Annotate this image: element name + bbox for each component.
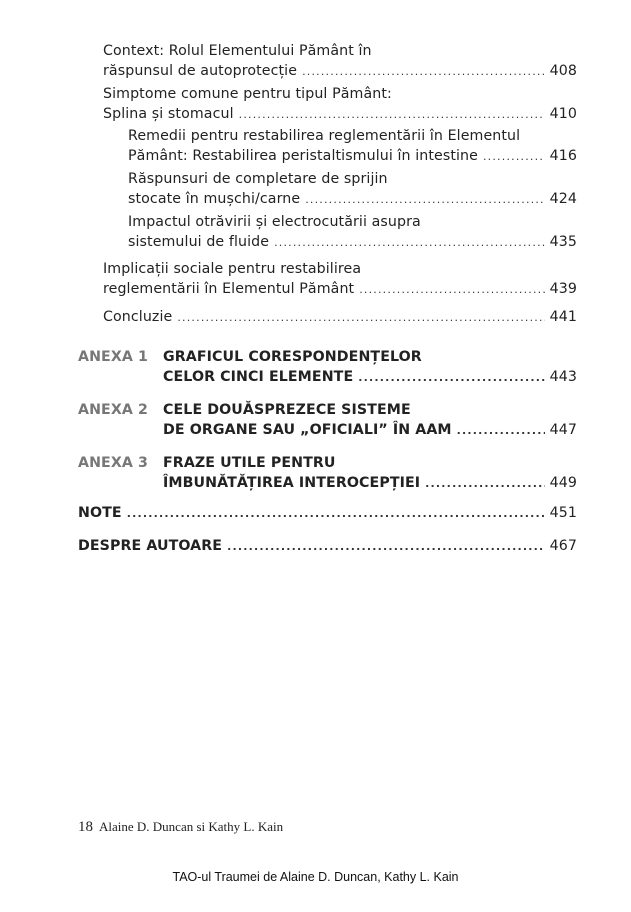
toc-entry[interactable] <box>103 260 577 299</box>
toc-page-number: 449 <box>549 474 577 491</box>
toc-entry-title: CELE DOUĂSPREZECE SISTEME <box>163 402 411 418</box>
toc-entry-title: Implicații sociale pentru restabilirea <box>103 261 362 277</box>
dot-leader <box>274 233 545 253</box>
toc-entry-title: Răspunsuri de completare de sprijin <box>128 171 388 187</box>
page-footer <box>78 819 283 836</box>
toc-entry[interactable] <box>103 308 577 328</box>
toc-entry-title: Remedii pentru restabilirea reglementării în Elementul <box>128 128 521 144</box>
toc-annex-entry[interactable] <box>78 348 577 387</box>
dot-leader <box>227 537 545 557</box>
toc-entry-title: NOTE <box>78 505 122 521</box>
toc-entry-title: Impactul otrăvirii și electrocutării asupra <box>128 214 421 230</box>
toc-entry-title: Concluzie <box>103 309 173 325</box>
toc-page-number: 441 <box>549 309 577 325</box>
toc-page-number: 443 <box>549 368 577 385</box>
toc-page-number: 451 <box>549 505 577 521</box>
toc-entry-title: GRAFICUL CORESPONDENȚELOR <box>163 349 422 365</box>
page-number: 18 <box>78 819 93 835</box>
toc-page-number: 447 <box>549 421 577 438</box>
toc-entry-notes[interactable] <box>78 504 577 524</box>
dot-leader <box>127 504 545 524</box>
toc-entry[interactable] <box>103 42 577 81</box>
toc-entry-title: răspunsul de autoprotecție <box>103 62 298 79</box>
toc-entry-title: Pământ: Restabilirea peristaltismului în intestine <box>128 147 478 164</box>
annex-label: ANEXA 3 <box>78 455 148 471</box>
toc-entry-title: reglementării în Elementul Pământ <box>103 280 355 297</box>
annex-label: ANEXA 1 <box>78 349 148 365</box>
dot-leader <box>239 105 545 125</box>
toc-page-number: 408 <box>549 62 577 79</box>
toc-entry[interactable] <box>103 85 577 124</box>
footer-authors: Alaine D. Duncan si Kathy L. Kain <box>99 819 284 834</box>
toc-page-number: 416 <box>549 147 577 164</box>
document-caption: TAO-ul Traumei de Alaine D. Duncan, Kathy L. Kain <box>172 870 459 884</box>
toc-entry-about-author[interactable] <box>78 537 577 557</box>
dot-leader <box>302 62 545 82</box>
toc-entry[interactable] <box>128 127 577 166</box>
dot-leader <box>425 474 544 494</box>
toc-entry[interactable] <box>128 213 577 252</box>
toc-page-number: 424 <box>549 190 577 207</box>
toc-entry-title: Context: Rolul Elementului Pământ în <box>103 43 372 59</box>
dot-leader <box>359 280 544 300</box>
toc-page-number: 467 <box>549 538 577 554</box>
toc-entry-title: DESPRE AUTOARE <box>78 538 223 554</box>
toc-entry-title: sistemului de fluide <box>128 233 270 250</box>
toc-page-number: 410 <box>549 105 577 122</box>
toc-entry-title: Splina și stomacul <box>103 105 234 122</box>
toc-entry-title: Simptome comune pentru tipul Pământ: <box>103 86 392 102</box>
dot-leader <box>305 190 544 210</box>
toc-entry-title: FRAZE UTILE PENTRU <box>163 455 336 471</box>
toc-entry-title: stocate în mușchi/carne <box>128 190 301 207</box>
toc-entry-title: CELOR CINCI ELEMENTE <box>163 368 354 385</box>
toc-entry[interactable] <box>128 170 577 209</box>
toc-entry-title: ÎMBUNĂTĂȚIREA INTEROCEPȚIEI <box>163 474 421 491</box>
toc-page-number: 439 <box>549 280 577 297</box>
toc-page-number: 435 <box>549 233 577 250</box>
dot-leader <box>483 147 545 167</box>
dot-leader <box>457 421 545 441</box>
dot-leader <box>358 368 544 388</box>
toc-entry-title: DE ORGANE SAU „OFICIALI” ÎN AAM <box>163 421 452 438</box>
toc-annex-entry[interactable] <box>78 401 577 440</box>
annex-label: ANEXA 2 <box>78 402 148 418</box>
dot-leader <box>177 308 544 328</box>
toc-annex-entry[interactable] <box>78 454 577 493</box>
